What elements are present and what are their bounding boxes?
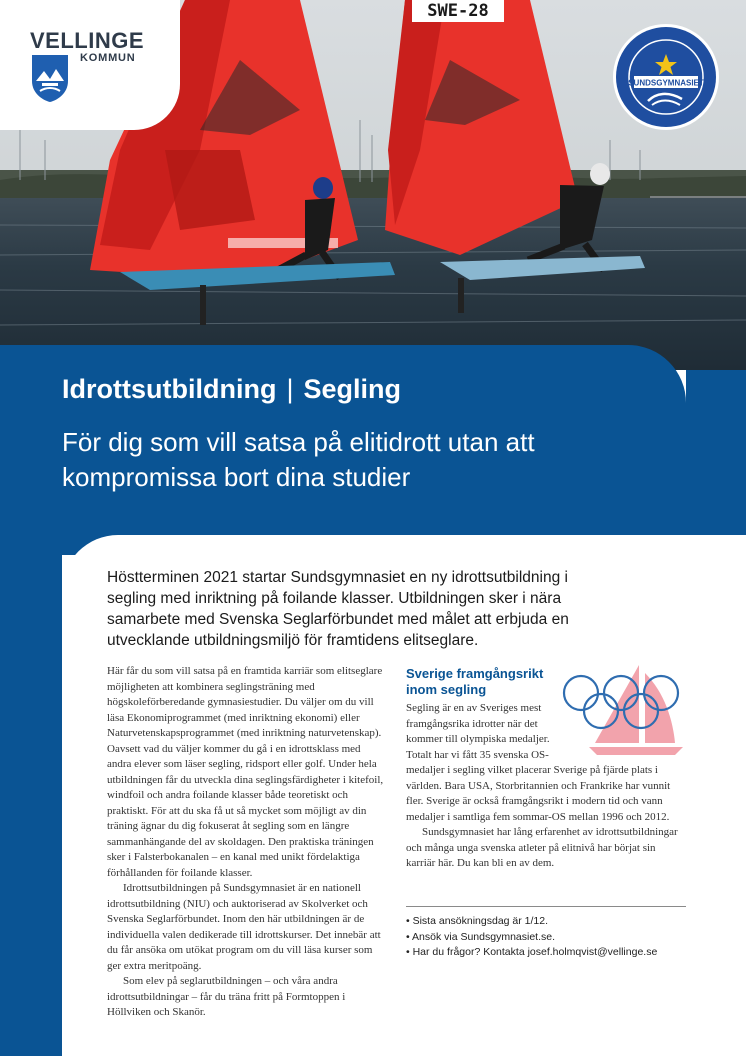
sidebox-paragraph-1: Segling är en av Sveriges mest framgångsrika idrotter när det kommer till olympiska medaljer. Totalt har vi fått 35 svenska OS-medaljer i segling vilket placerar Sverige på fjärde plats i världen. Bara USA, Storbritannien och Frankrike har vunnit fler. Sverige är också framgångsrikt i modern tid och vann medaljer i samtliga fem sommar-OS mellan 1996 och 2012.	[406, 702, 671, 823]
logo-title: VELLINGE	[30, 28, 145, 53]
main-paragraph-2: Idrottsutbildningen på Sundsgymnasiet är en nationell idrottsutbildning (NIU) och auktoriserad av Skolverket och Svenska Seglarförbundet. Inom den här utbildningen är de individuella valen dedikerade till idrottskurser. Det innebär att du får ansöka om utökat program om du vill läsa kurser som ger extra meritpoäng.	[107, 882, 381, 972]
contact-item-deadline: • Sista ansökningsdag är 1/12.	[406, 914, 696, 930]
banner-edge	[686, 370, 746, 540]
contact-list	[406, 914, 696, 961]
title-separator: |	[286, 374, 294, 404]
vellinge-crest-icon	[30, 53, 70, 103]
contact-item-apply: • Ansök via Sundsgymnasiet.se.	[406, 930, 696, 946]
sidebox-paragraph-2: Sundsgymnasiet har lång erfarenhet av idrottsutbildningar och många unga svenska atleter på elitnivå har börjat sin karriär här. Du kan bli en av dem.	[406, 826, 678, 869]
main-paragraph-3: Som elev på seglarutbildningen – och våra andra idrottsutbildningar – får du träna fritt på Formtoppen i Höllviken och Skanör.	[107, 975, 346, 1018]
sidebox-title: Sverige framgångsrikt inom segling	[406, 666, 544, 697]
sidebox-body	[406, 701, 686, 872]
page-title	[62, 374, 401, 405]
vellinge-logo	[0, 0, 180, 130]
title-part1: Idrottsutbildning	[62, 374, 277, 404]
title-part2: Segling	[303, 374, 401, 404]
logo-subtitle: KOMMUN	[80, 52, 136, 64]
main-text-column	[107, 664, 385, 1021]
left-edge-strip	[0, 555, 62, 1056]
sundsgymnasiet-badge-icon	[612, 23, 720, 131]
contact-divider	[406, 906, 686, 907]
intro-paragraph: Höstterminen 2021 startar Sundsgymnasiet en ny idrottsutbildning i segling med inriktning på foilande klasser. Utbildningen sker i nära samarbete med Svenska Seglarförbundet med målet att erbjuda en utvecklande utbildningsmiljö för framtidens elitseglare.	[107, 569, 569, 649]
sail-number: SWE-28	[427, 1, 489, 21]
page-subtitle: För dig som vill satsa på elitidrott utan att kompromissa bort dina studier	[62, 427, 535, 492]
olympic-rings-sailboat-icon	[561, 663, 686, 756]
main-paragraph-1: Här får du som vill satsa på en framtida karriär som elitseglare möjligheten att kombinera seglingsträning med högskoleförberedande gymnasiestudier. Du väljer om du vill läsa Ekonomiprogrammet (med inriktning ekonomi) eller Naturvetenskapsprogrammet (med inriktning naturvetenskap). Oavsett vad du väljer kommer du gå i en idrottsklass med andra elever som läser segling, ridsport eller golf. Under hela utbildningen får du utveckla dina seglingsfärdigheter i kitefoil, windfoil och andra foilande klasser både teoretiskt och praktiskt. För att du ska få ut så mycket som möjligt av din träning ägnar du dig fokuserat åt segling som en längre sammanhängande del av skoldagen. Den praktiska träningen sker i Falsterbokanalen – en kanal med unikt fördelaktiga förhållanden för foilande klasser.	[107, 665, 384, 879]
contact-item-questions: • Har du frågor? Kontakta josef.holmqvist@vellinge.se	[406, 945, 696, 961]
badge-label: SUNDSGYMNASIET	[628, 78, 704, 88]
